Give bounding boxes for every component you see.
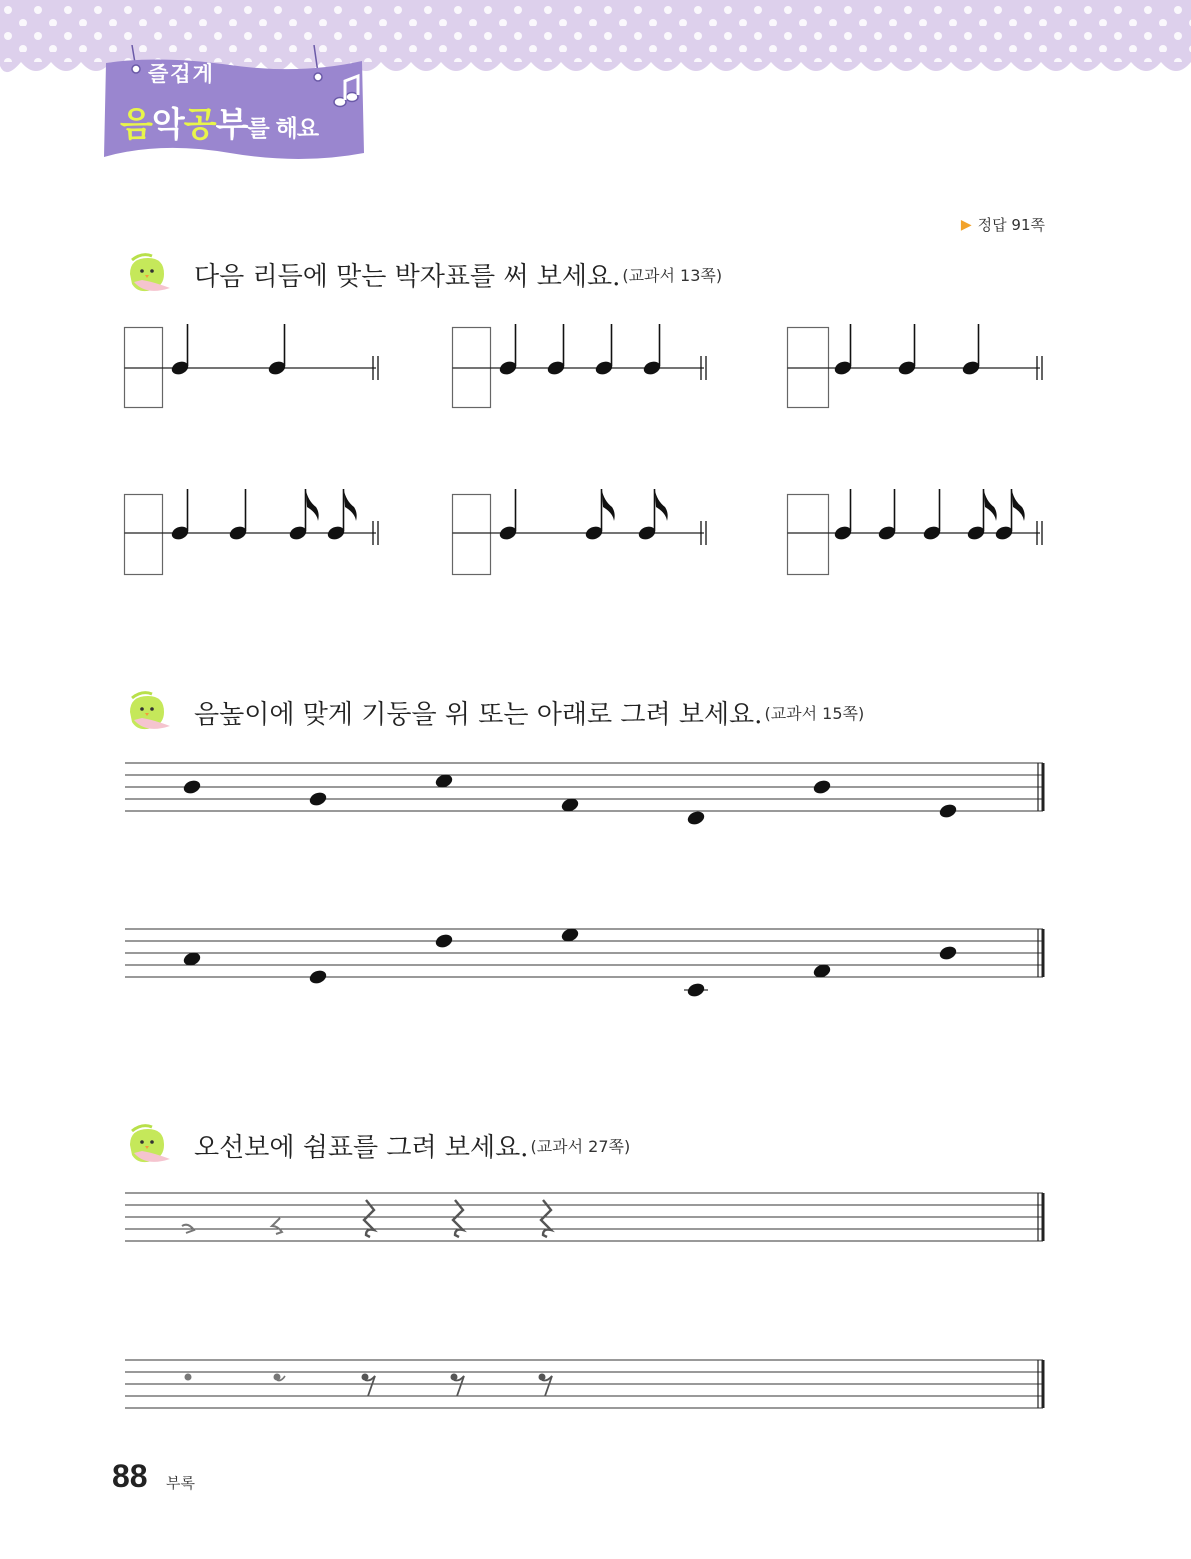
quarter-rest-icon — [364, 1200, 374, 1237]
banner-subtitle: 즐겁게 — [148, 62, 215, 86]
eighth-rest-icon — [362, 1374, 376, 1397]
play-arrow-icon: ▶ — [960, 216, 972, 233]
question-ref: (교과서 15쪽) — [764, 703, 865, 723]
time-signature-box[interactable] — [453, 495, 491, 575]
section-label: 부록 — [166, 1474, 195, 1492]
page-number: 88 — [112, 1458, 148, 1494]
question-ref: (교과서 27쪽) — [530, 1136, 631, 1156]
quarter-rest-tracing-2 — [272, 1218, 282, 1234]
rest-staff-1[interactable] — [125, 1193, 1043, 1241]
rhythm-exercise-4 — [125, 489, 379, 575]
time-signature-box[interactable] — [125, 495, 163, 575]
time-signature-box[interactable] — [788, 495, 829, 575]
question-ref: (교과서 13쪽) — [622, 265, 723, 285]
rest-staff-2[interactable] — [125, 1360, 1043, 1408]
quarter-rest-icon — [453, 1200, 463, 1237]
rhythm-exercise-3 — [788, 324, 1043, 408]
quarter-rest-icon — [541, 1200, 551, 1237]
eighth-rest-tracing-2 — [274, 1374, 286, 1381]
answer-page-label: 정답 91쪽 — [977, 216, 1045, 234]
pitch-staff-1[interactable] — [125, 763, 1043, 827]
banner-title: 음악공부를 해요 — [120, 105, 319, 145]
question-text: 다음 리듬에 맞는 박자표를 써 보세요. — [194, 261, 621, 292]
eighth-rest-icon — [451, 1374, 465, 1397]
question-text: 음높이에 맞게 기둥을 위 또는 아래로 그려 보세요. — [194, 699, 763, 730]
rhythm-exercise-6 — [788, 489, 1043, 575]
eighth-rest-tracing-1 — [185, 1374, 192, 1381]
eighth-rest-icon — [539, 1374, 553, 1397]
rhythm-exercise-2 — [453, 324, 707, 408]
question-text: 오선보에 쉼표를 그려 보세요. — [194, 1132, 529, 1163]
rhythm-exercise-5 — [453, 489, 707, 575]
pitch-staff-2[interactable] — [125, 926, 1043, 998]
rhythm-exercise-1 — [125, 324, 379, 408]
